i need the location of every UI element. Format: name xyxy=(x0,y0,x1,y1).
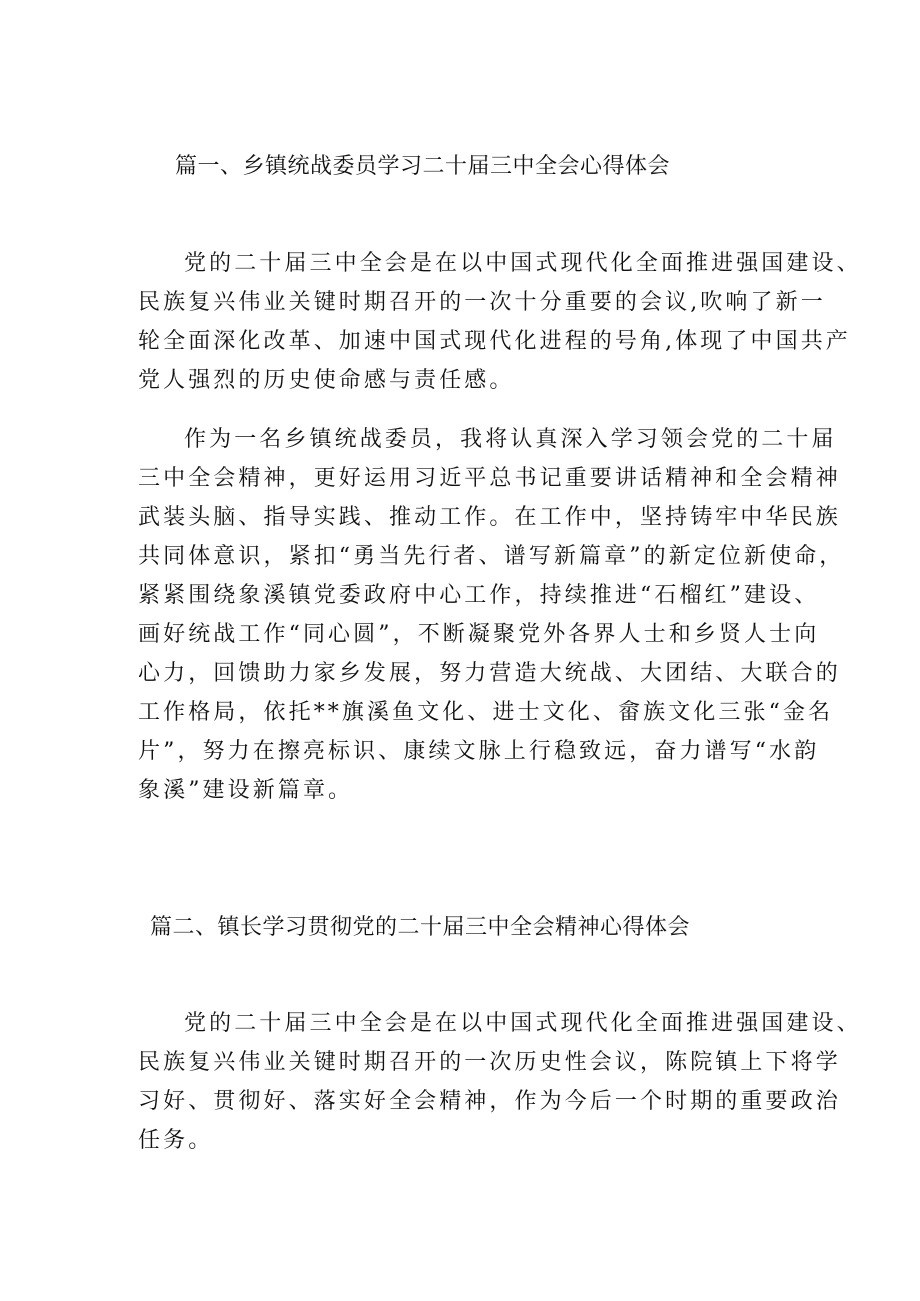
paragraph-line: 心力，回馈助力家乡发展，努力营造大统战、大团结、大联合的 xyxy=(138,661,841,686)
paragraph-line: 共同体意识，紧扣“勇当先行者、谱写新篇章”的新定位新使命， xyxy=(138,544,845,569)
paragraph-line: 画好统战工作“同心圆”，不断凝聚党外各界人士和乡贤人士向 xyxy=(138,622,820,647)
paragraph-line: 轮全面深化改革、加速中国式现代化进程的号角,体现了中国共产 xyxy=(138,329,851,354)
paragraph-line: 工作格局，依托**旗溪鱼文化、进士文化、畲族文化三张“金名 xyxy=(138,700,834,725)
section-2-title: 篇二、镇长学习贯彻党的二十届三中全会精神心得体会 xyxy=(150,915,691,940)
paragraph-line: 武装头脑、指导实践、推动工作。在工作中，坚持铸牢中华民族 xyxy=(138,505,841,530)
paragraph-line: 紧紧围绕象溪镇党委政府中心工作，持续推进“石榴红”建设、 xyxy=(138,583,820,608)
paragraph-line: 任务。 xyxy=(138,1128,214,1153)
paragraph-line: 片”，努力在擦亮标识、康续文脉上行稳致远，奋力谱写“水韵 xyxy=(138,739,820,764)
section-1-title: 篇一、乡镇统战委员学习二十届三中全会心得体会 xyxy=(175,154,671,179)
paragraph-line: 民族复兴伟业关键时期召开的一次十分重要的会议,吹响了新一 xyxy=(138,290,826,315)
paragraph-line: 党的二十届三中全会是在以中国式现代化全面推进强国建设、 xyxy=(184,1011,862,1036)
paragraph-line: 作为一名乡镇统战委员，我将认真深入学习领会党的二十届 xyxy=(184,427,837,452)
section-1-paragraph-1 xyxy=(138,244,862,400)
paragraph-line: 党人强烈的历史使命感与责任感。 xyxy=(138,368,515,393)
paragraph-line: 三中全会精神，更好运用习近平总书记重要讲话精神和全会精神 xyxy=(138,466,841,491)
paragraph-line: 党的二十届三中全会是在以中国式现代化全面推进强国建设、 xyxy=(184,251,862,276)
section-1-paragraph-2 xyxy=(138,420,845,810)
paragraph-line: 习好、贯彻好、落实好全会精神，作为今后一个时期的重要政治 xyxy=(138,1089,841,1114)
paragraph-line: 象溪”建设新篇章。 xyxy=(138,778,354,803)
paragraph-line: 民族复兴伟业关键时期召开的一次历史性会议，陈院镇上下将学 xyxy=(138,1050,841,1075)
section-2-paragraph-1 xyxy=(138,1004,862,1160)
